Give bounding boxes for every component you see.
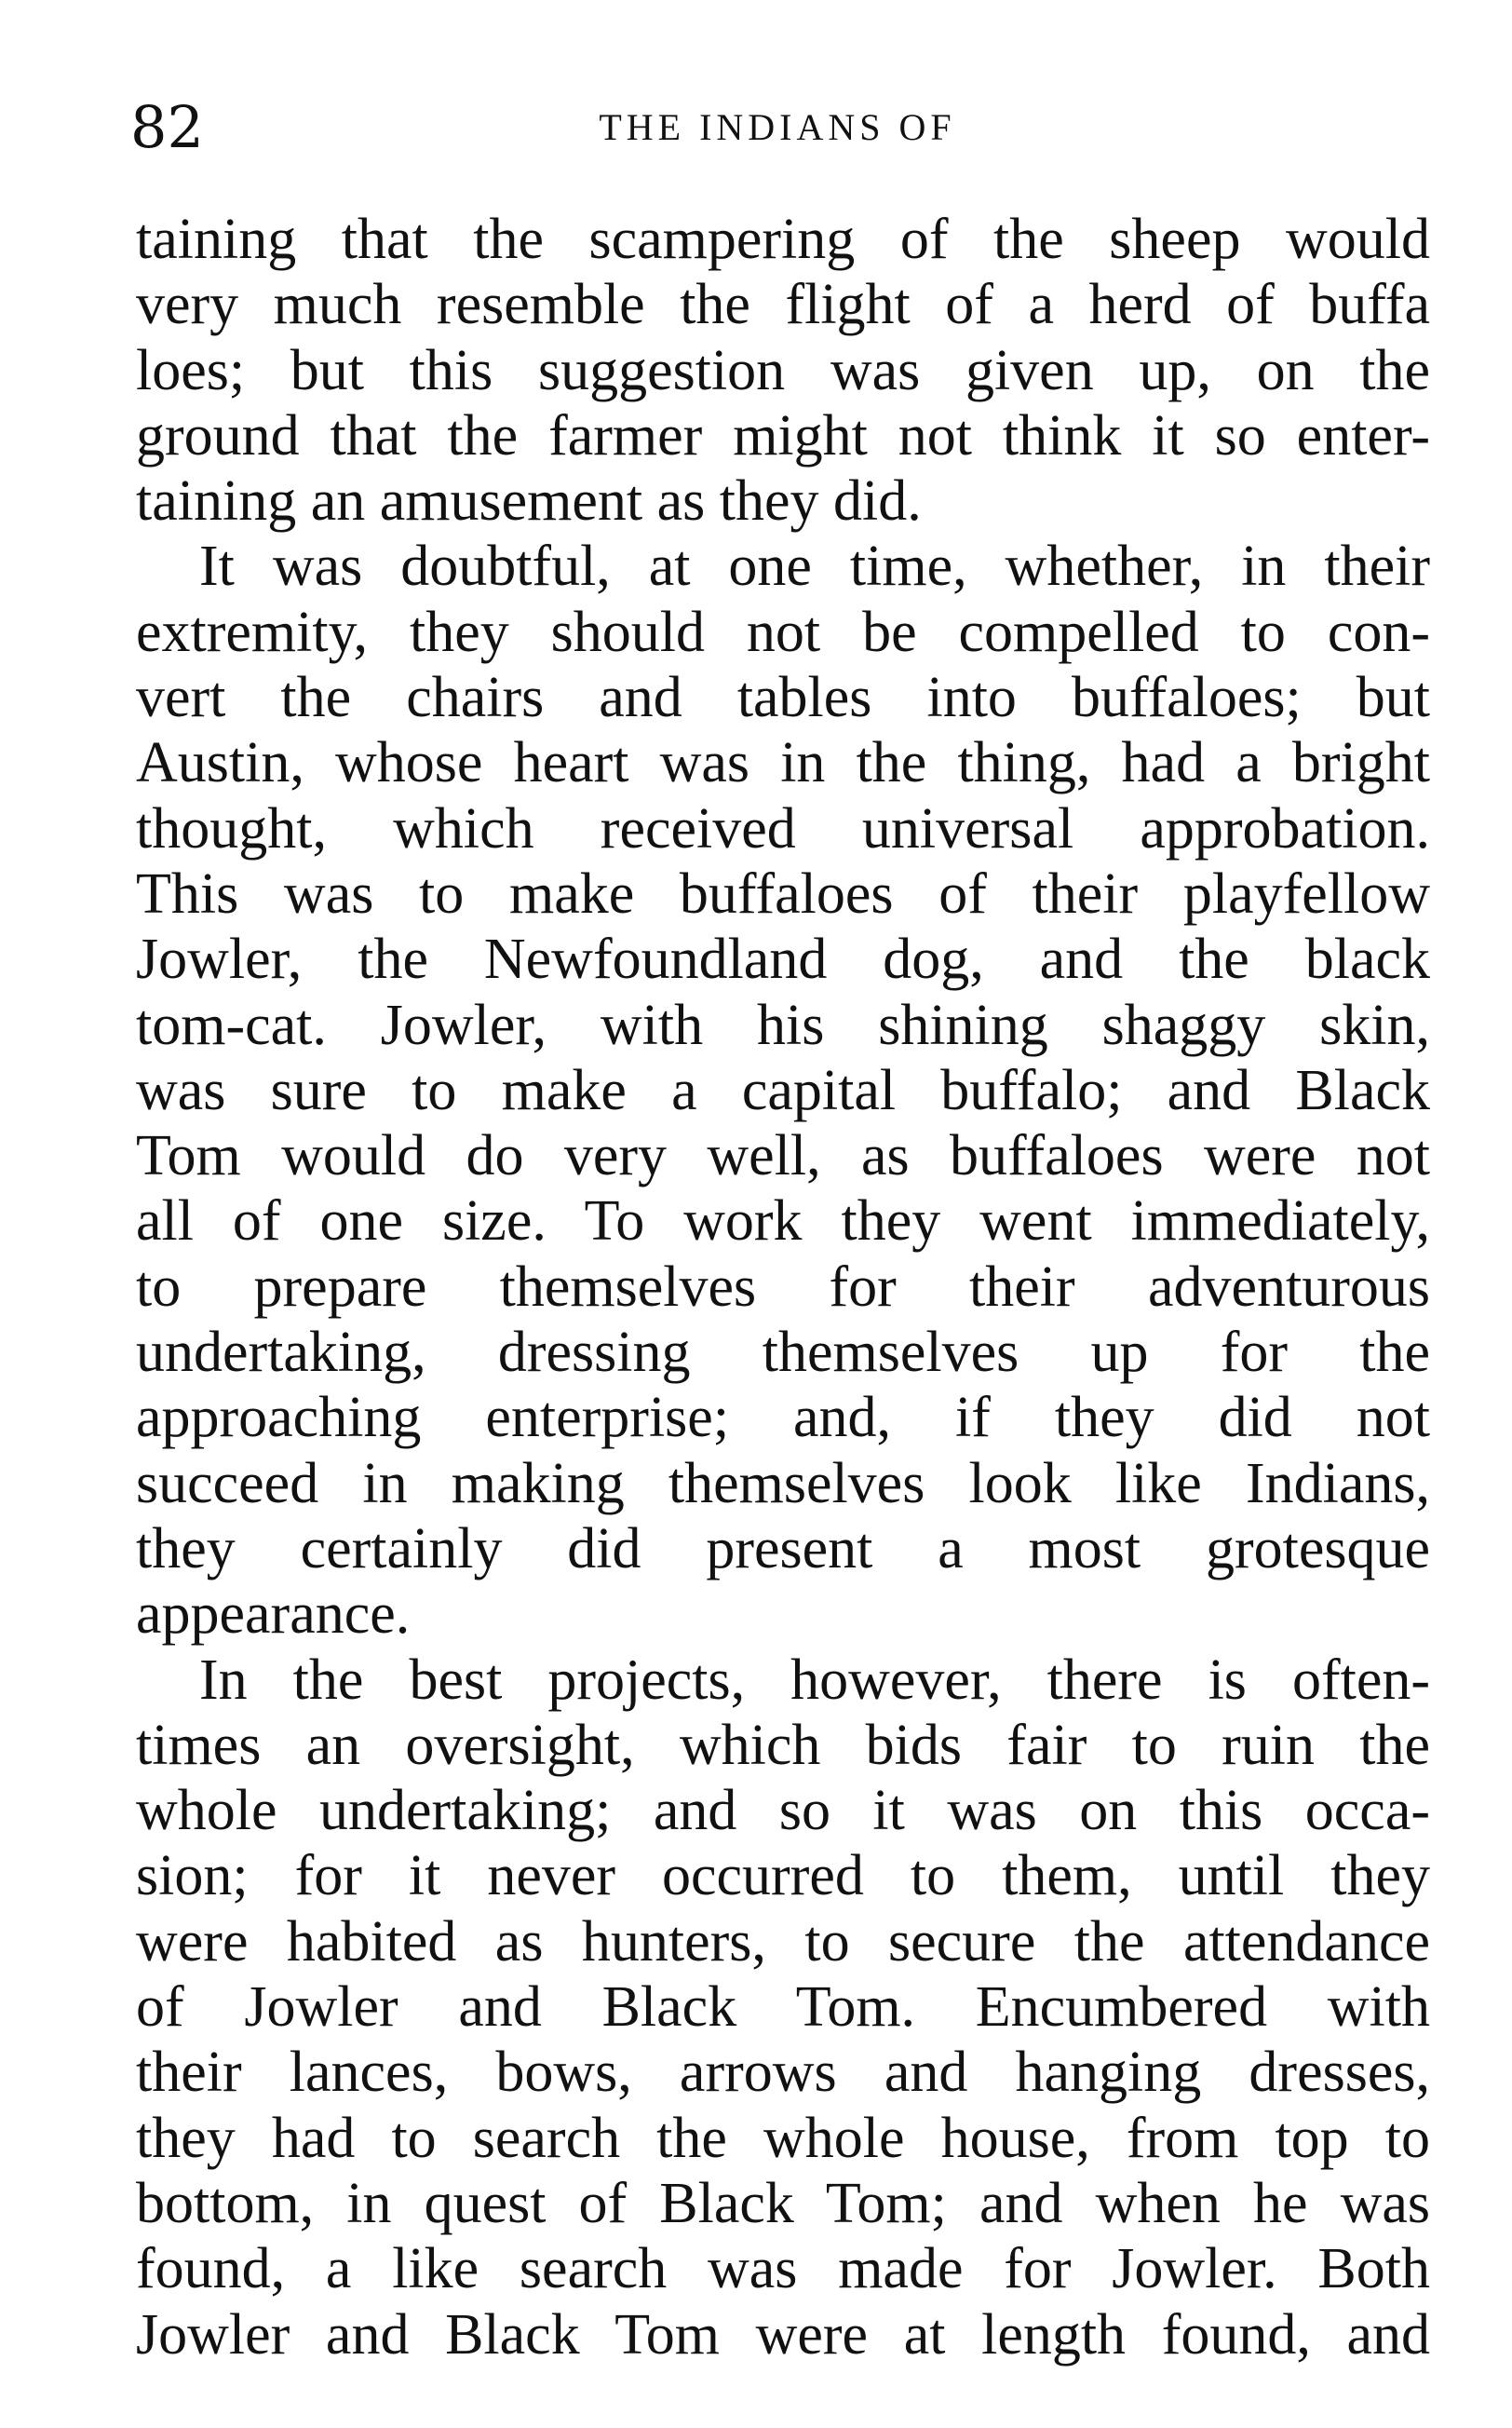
text-line: bottom, in quest of Black Tom; and when he was [136, 2171, 1430, 2235]
text-line: It was doubtful, at one time, whether, in their [199, 535, 1430, 599]
text-line: vert the chairs and tables into buffaloes; but [136, 666, 1430, 730]
text-line: tom-cat. Jowler, with his shining shaggy skin, [136, 993, 1430, 1057]
text-line: they certainly did present a most grotesque [136, 1516, 1430, 1580]
text-line: approaching enterprise; and, if they did not [136, 1386, 1430, 1450]
text-line: This was to make buffaloes of their playfellow [136, 861, 1430, 926]
running-head: THE INDIANS OF [599, 106, 956, 148]
text-line: found, a like search was made for Jowler. Both [136, 2237, 1430, 2301]
text-line: succeed in making themselves look like Indians, [136, 1451, 1430, 1515]
body-text [136, 207, 1430, 2367]
page-number: 82 [130, 93, 204, 161]
text-line: was sure to make a capital buffalo; and Black [136, 1058, 1430, 1122]
text-line: to prepare themselves for their adventurous [136, 1255, 1430, 1319]
text-line: taining that the scampering of the sheep would [136, 208, 1430, 271]
text-line: Austin, whose heart was in the thing, had a bright [136, 731, 1430, 795]
text-line: Tom would do very well, as buffaloes were not [136, 1124, 1430, 1188]
text-line: appearance. [136, 1582, 411, 1647]
text-line: loes; but this suggestion was given up, on the [136, 338, 1430, 402]
text-line: taining an amusement as they did. [136, 469, 922, 534]
text-line: all of one size. To work they went immediately, [136, 1189, 1430, 1254]
text-line: Jowler and Black Tom were at length found, and [136, 2302, 1430, 2367]
paragraph-2 [136, 534, 1430, 1647]
text-line: thought, which received universal approbation. [136, 796, 1430, 861]
text-line: ground that the farmer might not think it so enter- [136, 403, 1430, 468]
text-line: their lances, bows, arrows and hanging dresses, [136, 2041, 1430, 2105]
paragraph-1 [136, 207, 1430, 534]
text-line: extremity, they should not be compelled to con- [136, 600, 1430, 664]
text-line: were habited as hunters, to secure the attendance [136, 1909, 1430, 1974]
text-line: very much resemble the flight of a herd of buffa [136, 273, 1430, 337]
text-line: undertaking, dressing themselves up for the [136, 1321, 1430, 1385]
text-line: of Jowler and Black Tom. Encumbered with [136, 1975, 1430, 2040]
text-line: times an oversight, which bids fair to ruin the [136, 1713, 1430, 1777]
text-line: they had to search the whole house, from top to [136, 2106, 1430, 2170]
paragraph-3 [136, 1648, 1430, 2367]
text-line: In the best projects, however, there is often- [199, 1648, 1430, 1712]
text-line: whole undertaking; and so it was on this occa- [136, 1779, 1430, 1843]
text-line: Jowler, the Newfoundland dog, and the black [136, 928, 1430, 992]
page-header [130, 86, 1424, 170]
text-line: sion; for it never occurred to them, until they [136, 1844, 1430, 1908]
